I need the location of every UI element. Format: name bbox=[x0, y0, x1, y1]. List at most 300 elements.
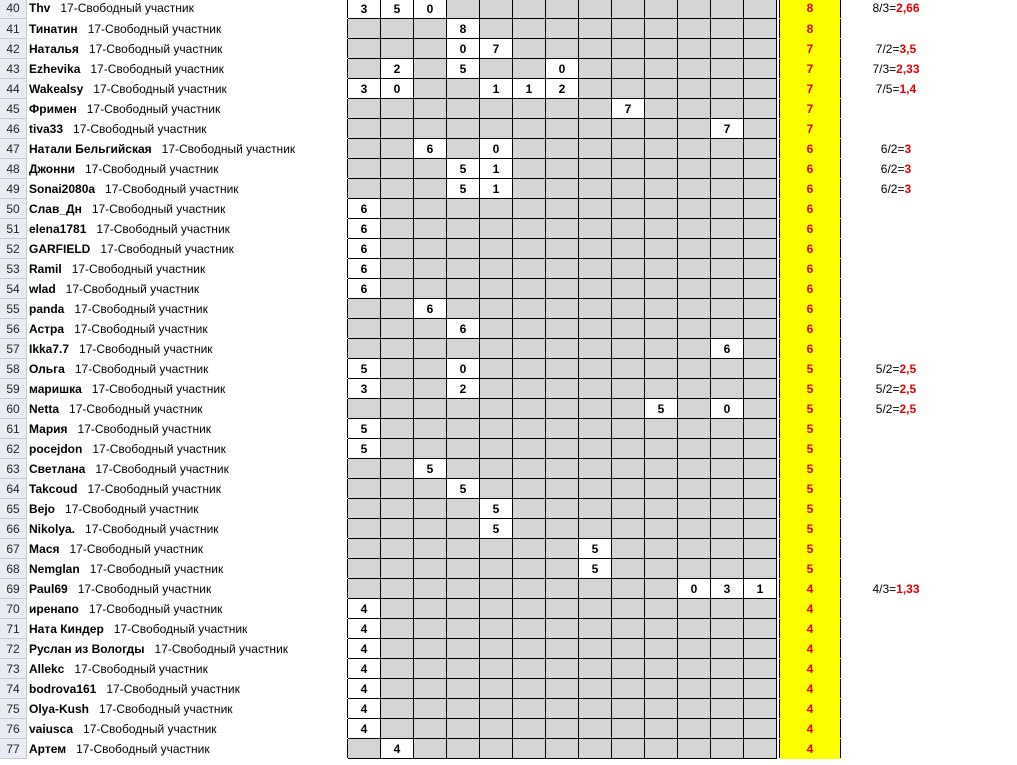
row-number[interactable]: 63 bbox=[0, 459, 27, 479]
score-cell[interactable] bbox=[711, 419, 744, 439]
score-cell[interactable]: 2 bbox=[546, 79, 579, 99]
score-cell[interactable] bbox=[513, 0, 546, 19]
score-cell[interactable] bbox=[480, 659, 513, 679]
score-cell[interactable] bbox=[579, 79, 612, 99]
row-number[interactable]: 72 bbox=[0, 639, 27, 659]
score-cell[interactable] bbox=[579, 319, 612, 339]
participant-cell[interactable] bbox=[27, 659, 348, 679]
total-cell[interactable]: 6 bbox=[780, 219, 841, 239]
average-formula-cell[interactable] bbox=[841, 739, 952, 759]
score-cell[interactable] bbox=[546, 39, 579, 59]
score-cell[interactable] bbox=[546, 0, 579, 19]
score-cell[interactable] bbox=[414, 739, 447, 759]
row-number[interactable]: 77 bbox=[0, 739, 27, 759]
score-cell[interactable] bbox=[579, 0, 612, 19]
score-cell[interactable]: 6 bbox=[414, 299, 447, 319]
score-cell[interactable] bbox=[447, 539, 480, 559]
score-cell[interactable] bbox=[513, 579, 546, 599]
score-cell[interactable] bbox=[579, 19, 612, 39]
score-cell[interactable] bbox=[546, 379, 579, 399]
score-cell[interactable] bbox=[744, 459, 777, 479]
score-cell[interactable] bbox=[381, 579, 414, 599]
total-cell[interactable]: 4 bbox=[780, 579, 841, 599]
score-cell[interactable] bbox=[546, 339, 579, 359]
score-cell[interactable] bbox=[678, 0, 711, 19]
score-cell[interactable] bbox=[381, 19, 414, 39]
score-cell[interactable] bbox=[348, 519, 381, 539]
score-cell[interactable] bbox=[645, 339, 678, 359]
score-cell[interactable] bbox=[678, 639, 711, 659]
participant-cell[interactable] bbox=[27, 639, 348, 659]
score-cell[interactable] bbox=[546, 699, 579, 719]
score-cell[interactable] bbox=[447, 99, 480, 119]
participant-cell[interactable] bbox=[27, 539, 348, 559]
total-cell[interactable]: 4 bbox=[780, 599, 841, 619]
score-cell[interactable] bbox=[612, 19, 645, 39]
score-cell[interactable]: 0 bbox=[678, 579, 711, 599]
score-cell[interactable]: 2 bbox=[447, 379, 480, 399]
score-cell[interactable] bbox=[744, 619, 777, 639]
score-cell[interactable]: 4 bbox=[348, 699, 381, 719]
score-cell[interactable] bbox=[579, 279, 612, 299]
score-cell[interactable] bbox=[513, 119, 546, 139]
score-cell[interactable] bbox=[381, 639, 414, 659]
total-cell[interactable]: 6 bbox=[780, 159, 841, 179]
score-cell[interactable]: 1 bbox=[480, 159, 513, 179]
score-cell[interactable] bbox=[678, 439, 711, 459]
score-cell[interactable] bbox=[678, 39, 711, 59]
score-cell[interactable] bbox=[513, 339, 546, 359]
score-cell[interactable] bbox=[546, 419, 579, 439]
total-cell[interactable]: 6 bbox=[780, 339, 841, 359]
score-cell[interactable] bbox=[678, 299, 711, 319]
score-cell[interactable] bbox=[348, 19, 381, 39]
score-cell[interactable] bbox=[744, 139, 777, 159]
score-cell[interactable]: 3 bbox=[348, 79, 381, 99]
score-cell[interactable] bbox=[744, 319, 777, 339]
score-cell[interactable]: 3 bbox=[348, 379, 381, 399]
score-cell[interactable] bbox=[678, 679, 711, 699]
score-cell[interactable] bbox=[447, 599, 480, 619]
score-cell[interactable] bbox=[711, 359, 744, 379]
participant-cell[interactable] bbox=[27, 359, 348, 379]
participant-cell[interactable] bbox=[27, 0, 348, 19]
score-cell[interactable] bbox=[447, 419, 480, 439]
score-cell[interactable] bbox=[645, 139, 678, 159]
participant-cell[interactable] bbox=[27, 119, 348, 139]
score-cell[interactable] bbox=[414, 239, 447, 259]
score-cell[interactable]: 1 bbox=[744, 579, 777, 599]
participant-cell[interactable] bbox=[27, 279, 348, 299]
score-cell[interactable] bbox=[447, 579, 480, 599]
score-cell[interactable] bbox=[711, 319, 744, 339]
score-cell[interactable] bbox=[546, 299, 579, 319]
score-cell[interactable] bbox=[678, 239, 711, 259]
score-cell[interactable]: 6 bbox=[348, 199, 381, 219]
score-cell[interactable] bbox=[711, 379, 744, 399]
score-cell[interactable] bbox=[612, 499, 645, 519]
score-cell[interactable] bbox=[513, 419, 546, 439]
score-cell[interactable]: 6 bbox=[348, 239, 381, 259]
score-cell[interactable] bbox=[414, 339, 447, 359]
score-cell[interactable] bbox=[678, 199, 711, 219]
score-cell[interactable] bbox=[513, 539, 546, 559]
average-formula-cell[interactable] bbox=[841, 0, 952, 19]
score-cell[interactable] bbox=[447, 659, 480, 679]
row-number[interactable]: 52 bbox=[0, 239, 27, 259]
score-cell[interactable] bbox=[612, 519, 645, 539]
score-cell[interactable] bbox=[711, 79, 744, 99]
score-cell[interactable] bbox=[348, 39, 381, 59]
score-cell[interactable] bbox=[711, 279, 744, 299]
score-cell[interactable]: 5 bbox=[480, 499, 513, 519]
score-cell[interactable] bbox=[447, 199, 480, 219]
score-cell[interactable] bbox=[447, 619, 480, 639]
total-cell[interactable]: 7 bbox=[780, 119, 841, 139]
score-cell[interactable] bbox=[513, 739, 546, 759]
participant-cell[interactable] bbox=[27, 679, 348, 699]
score-cell[interactable] bbox=[414, 559, 447, 579]
row-number[interactable]: 44 bbox=[0, 79, 27, 99]
score-cell[interactable] bbox=[612, 259, 645, 279]
score-cell[interactable] bbox=[414, 719, 447, 739]
score-cell[interactable] bbox=[348, 99, 381, 119]
score-cell[interactable] bbox=[513, 499, 546, 519]
score-cell[interactable] bbox=[546, 439, 579, 459]
score-cell[interactable] bbox=[678, 499, 711, 519]
score-cell[interactable] bbox=[480, 539, 513, 559]
score-cell[interactable] bbox=[579, 459, 612, 479]
score-cell[interactable] bbox=[546, 99, 579, 119]
score-cell[interactable] bbox=[546, 559, 579, 579]
score-cell[interactable] bbox=[645, 359, 678, 379]
average-formula-cell[interactable] bbox=[841, 219, 952, 239]
row-number[interactable]: 59 bbox=[0, 379, 27, 399]
score-cell[interactable]: 7 bbox=[711, 119, 744, 139]
participant-cell[interactable] bbox=[27, 459, 348, 479]
score-cell[interactable] bbox=[381, 119, 414, 139]
score-cell[interactable] bbox=[744, 659, 777, 679]
total-cell[interactable]: 6 bbox=[780, 199, 841, 219]
score-cell[interactable] bbox=[579, 179, 612, 199]
score-cell[interactable]: 7 bbox=[480, 39, 513, 59]
score-cell[interactable] bbox=[645, 19, 678, 39]
average-formula-cell[interactable] bbox=[841, 539, 952, 559]
score-cell[interactable]: 0 bbox=[447, 359, 480, 379]
score-cell[interactable] bbox=[678, 619, 711, 639]
average-formula-cell[interactable] bbox=[841, 479, 952, 499]
score-cell[interactable] bbox=[645, 459, 678, 479]
score-cell[interactable] bbox=[645, 559, 678, 579]
score-cell[interactable]: 5 bbox=[447, 179, 480, 199]
participant-cell[interactable] bbox=[27, 619, 348, 639]
total-cell[interactable]: 5 bbox=[780, 499, 841, 519]
score-cell[interactable] bbox=[546, 259, 579, 279]
score-cell[interactable] bbox=[546, 319, 579, 339]
score-cell[interactable] bbox=[513, 679, 546, 699]
row-number[interactable]: 48 bbox=[0, 159, 27, 179]
score-cell[interactable] bbox=[348, 59, 381, 79]
score-cell[interactable] bbox=[513, 239, 546, 259]
score-cell[interactable] bbox=[480, 619, 513, 639]
score-cell[interactable] bbox=[381, 99, 414, 119]
score-cell[interactable]: 5 bbox=[480, 519, 513, 539]
score-cell[interactable] bbox=[678, 599, 711, 619]
score-cell[interactable] bbox=[447, 139, 480, 159]
score-cell[interactable] bbox=[381, 159, 414, 179]
score-cell[interactable] bbox=[348, 339, 381, 359]
total-cell[interactable]: 7 bbox=[780, 79, 841, 99]
score-cell[interactable] bbox=[447, 299, 480, 319]
total-cell[interactable]: 6 bbox=[780, 239, 841, 259]
score-cell[interactable] bbox=[546, 579, 579, 599]
score-cell[interactable] bbox=[414, 219, 447, 239]
score-cell[interactable]: 6 bbox=[348, 279, 381, 299]
total-cell[interactable]: 4 bbox=[780, 719, 841, 739]
score-cell[interactable] bbox=[612, 219, 645, 239]
score-cell[interactable] bbox=[678, 119, 711, 139]
score-cell[interactable] bbox=[678, 359, 711, 379]
row-number[interactable]: 76 bbox=[0, 719, 27, 739]
average-formula-cell[interactable] bbox=[841, 699, 952, 719]
score-cell[interactable] bbox=[579, 99, 612, 119]
participant-cell[interactable] bbox=[27, 439, 348, 459]
row-number[interactable]: 42 bbox=[0, 39, 27, 59]
row-number[interactable]: 75 bbox=[0, 699, 27, 719]
score-cell[interactable]: 1 bbox=[480, 79, 513, 99]
score-cell[interactable] bbox=[579, 619, 612, 639]
score-cell[interactable] bbox=[711, 179, 744, 199]
score-cell[interactable] bbox=[513, 199, 546, 219]
score-cell[interactable] bbox=[513, 519, 546, 539]
score-cell[interactable] bbox=[579, 579, 612, 599]
score-cell[interactable] bbox=[381, 539, 414, 559]
score-cell[interactable] bbox=[645, 599, 678, 619]
score-cell[interactable] bbox=[744, 639, 777, 659]
score-cell[interactable] bbox=[447, 699, 480, 719]
score-cell[interactable] bbox=[711, 19, 744, 39]
total-cell[interactable]: 8 bbox=[780, 19, 841, 39]
total-cell[interactable]: 7 bbox=[780, 59, 841, 79]
score-cell[interactable] bbox=[480, 59, 513, 79]
score-cell[interactable] bbox=[612, 659, 645, 679]
participant-cell[interactable] bbox=[27, 219, 348, 239]
score-cell[interactable] bbox=[579, 379, 612, 399]
score-cell[interactable] bbox=[447, 459, 480, 479]
average-formula-cell[interactable] bbox=[841, 299, 952, 319]
score-cell[interactable] bbox=[612, 319, 645, 339]
score-cell[interactable]: 0 bbox=[414, 0, 447, 19]
score-cell[interactable] bbox=[579, 199, 612, 219]
average-formula-cell[interactable] bbox=[841, 439, 952, 459]
score-cell[interactable] bbox=[645, 99, 678, 119]
average-formula-cell[interactable] bbox=[841, 239, 952, 259]
score-cell[interactable] bbox=[579, 419, 612, 439]
average-formula-cell[interactable] bbox=[841, 179, 952, 199]
score-cell[interactable] bbox=[381, 719, 414, 739]
score-cell[interactable] bbox=[645, 439, 678, 459]
score-cell[interactable] bbox=[711, 39, 744, 59]
score-cell[interactable] bbox=[381, 379, 414, 399]
score-cell[interactable] bbox=[744, 299, 777, 319]
score-cell[interactable] bbox=[381, 139, 414, 159]
score-cell[interactable]: 5 bbox=[579, 539, 612, 559]
row-number[interactable]: 51 bbox=[0, 219, 27, 239]
score-cell[interactable] bbox=[711, 259, 744, 279]
score-cell[interactable] bbox=[744, 739, 777, 759]
score-cell[interactable] bbox=[744, 399, 777, 419]
score-cell[interactable] bbox=[447, 119, 480, 139]
row-number[interactable]: 40 bbox=[0, 0, 27, 19]
score-cell[interactable] bbox=[612, 539, 645, 559]
score-cell[interactable] bbox=[612, 459, 645, 479]
score-cell[interactable] bbox=[711, 679, 744, 699]
row-number[interactable]: 58 bbox=[0, 359, 27, 379]
score-cell[interactable] bbox=[447, 79, 480, 99]
score-cell[interactable] bbox=[546, 119, 579, 139]
total-cell[interactable]: 5 bbox=[780, 559, 841, 579]
row-number[interactable]: 45 bbox=[0, 99, 27, 119]
score-cell[interactable] bbox=[414, 199, 447, 219]
average-formula-cell[interactable] bbox=[841, 619, 952, 639]
score-cell[interactable] bbox=[447, 439, 480, 459]
score-cell[interactable] bbox=[414, 259, 447, 279]
score-cell[interactable] bbox=[348, 459, 381, 479]
score-cell[interactable] bbox=[678, 159, 711, 179]
score-cell[interactable] bbox=[645, 419, 678, 439]
score-cell[interactable] bbox=[612, 439, 645, 459]
score-cell[interactable] bbox=[744, 359, 777, 379]
score-cell[interactable] bbox=[678, 519, 711, 539]
total-cell[interactable]: 6 bbox=[780, 139, 841, 159]
score-cell[interactable] bbox=[579, 299, 612, 319]
average-formula-cell[interactable] bbox=[841, 359, 952, 379]
average-formula-cell[interactable] bbox=[841, 639, 952, 659]
score-cell[interactable] bbox=[480, 279, 513, 299]
score-cell[interactable] bbox=[480, 379, 513, 399]
score-cell[interactable] bbox=[711, 239, 744, 259]
score-cell[interactable] bbox=[381, 679, 414, 699]
score-cell[interactable] bbox=[546, 459, 579, 479]
score-cell[interactable] bbox=[744, 39, 777, 59]
score-cell[interactable] bbox=[612, 579, 645, 599]
score-cell[interactable] bbox=[480, 219, 513, 239]
row-number[interactable]: 46 bbox=[0, 119, 27, 139]
score-cell[interactable]: 5 bbox=[414, 459, 447, 479]
score-cell[interactable] bbox=[414, 379, 447, 399]
row-number[interactable]: 54 bbox=[0, 279, 27, 299]
score-cell[interactable] bbox=[513, 219, 546, 239]
score-cell[interactable] bbox=[645, 499, 678, 519]
score-cell[interactable] bbox=[612, 199, 645, 219]
score-cell[interactable] bbox=[678, 259, 711, 279]
score-cell[interactable] bbox=[711, 139, 744, 159]
score-cell[interactable] bbox=[447, 719, 480, 739]
score-cell[interactable] bbox=[612, 379, 645, 399]
total-cell[interactable]: 7 bbox=[780, 99, 841, 119]
average-formula-cell[interactable] bbox=[841, 339, 952, 359]
average-formula-cell[interactable] bbox=[841, 259, 952, 279]
score-cell[interactable] bbox=[546, 619, 579, 639]
score-cell[interactable] bbox=[711, 439, 744, 459]
score-cell[interactable] bbox=[612, 359, 645, 379]
score-cell[interactable] bbox=[744, 199, 777, 219]
score-cell[interactable] bbox=[480, 19, 513, 39]
participant-cell[interactable] bbox=[27, 159, 348, 179]
participant-cell[interactable] bbox=[27, 559, 348, 579]
score-cell[interactable] bbox=[414, 419, 447, 439]
score-cell[interactable] bbox=[480, 339, 513, 359]
score-cell[interactable]: 8 bbox=[447, 19, 480, 39]
score-cell[interactable] bbox=[744, 119, 777, 139]
participant-cell[interactable] bbox=[27, 419, 348, 439]
score-cell[interactable] bbox=[678, 539, 711, 559]
row-number[interactable]: 69 bbox=[0, 579, 27, 599]
total-cell[interactable]: 4 bbox=[780, 739, 841, 759]
score-cell[interactable]: 0 bbox=[711, 399, 744, 419]
score-cell[interactable] bbox=[381, 39, 414, 59]
score-cell[interactable] bbox=[711, 619, 744, 639]
score-cell[interactable] bbox=[381, 659, 414, 679]
participant-cell[interactable] bbox=[27, 179, 348, 199]
score-cell[interactable] bbox=[645, 619, 678, 639]
score-cell[interactable] bbox=[480, 239, 513, 259]
score-cell[interactable] bbox=[381, 559, 414, 579]
score-cell[interactable] bbox=[612, 79, 645, 99]
average-formula-cell[interactable] bbox=[841, 419, 952, 439]
score-cell[interactable] bbox=[579, 719, 612, 739]
average-formula-cell[interactable] bbox=[841, 379, 952, 399]
score-cell[interactable] bbox=[678, 279, 711, 299]
score-cell[interactable] bbox=[645, 299, 678, 319]
score-cell[interactable] bbox=[612, 599, 645, 619]
score-cell[interactable] bbox=[480, 359, 513, 379]
score-cell[interactable] bbox=[579, 639, 612, 659]
score-cell[interactable] bbox=[480, 199, 513, 219]
score-cell[interactable] bbox=[744, 479, 777, 499]
score-cell[interactable] bbox=[513, 379, 546, 399]
score-cell[interactable] bbox=[546, 479, 579, 499]
row-number[interactable]: 67 bbox=[0, 539, 27, 559]
score-cell[interactable] bbox=[612, 639, 645, 659]
average-formula-cell[interactable] bbox=[841, 459, 952, 479]
row-number[interactable]: 62 bbox=[0, 439, 27, 459]
score-cell[interactable] bbox=[414, 579, 447, 599]
average-formula-cell[interactable] bbox=[841, 659, 952, 679]
score-cell[interactable] bbox=[678, 459, 711, 479]
score-cell[interactable] bbox=[546, 499, 579, 519]
score-cell[interactable] bbox=[744, 599, 777, 619]
score-cell[interactable] bbox=[480, 639, 513, 659]
score-cell[interactable] bbox=[480, 259, 513, 279]
score-cell[interactable] bbox=[546, 219, 579, 239]
participant-cell[interactable] bbox=[27, 699, 348, 719]
total-cell[interactable]: 7 bbox=[780, 39, 841, 59]
score-cell[interactable]: 5 bbox=[348, 439, 381, 459]
average-formula-cell[interactable] bbox=[841, 119, 952, 139]
score-cell[interactable] bbox=[348, 299, 381, 319]
score-cell[interactable] bbox=[612, 719, 645, 739]
score-cell[interactable] bbox=[381, 359, 414, 379]
score-cell[interactable] bbox=[546, 239, 579, 259]
score-cell[interactable]: 3 bbox=[711, 579, 744, 599]
score-cell[interactable] bbox=[612, 0, 645, 19]
row-number[interactable]: 66 bbox=[0, 519, 27, 539]
score-cell[interactable] bbox=[678, 399, 711, 419]
total-cell[interactable]: 5 bbox=[780, 419, 841, 439]
score-cell[interactable] bbox=[381, 499, 414, 519]
average-formula-cell[interactable] bbox=[841, 499, 952, 519]
